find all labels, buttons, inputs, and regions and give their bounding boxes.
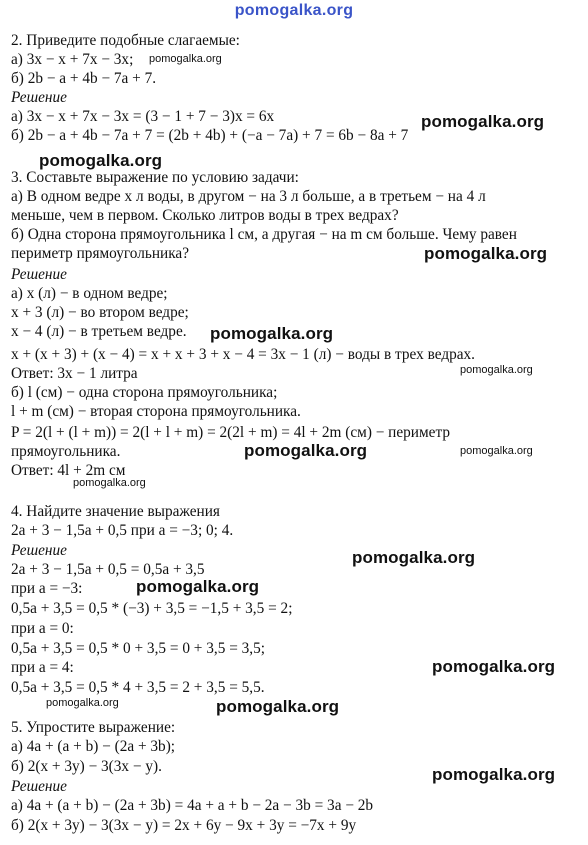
watermark-small: pomogalka.org	[460, 445, 533, 457]
watermark-large: pomogalka.org	[216, 697, 340, 716]
task5-a: а) 4a + (a + b) − (2a + 3b);	[11, 738, 176, 755]
top-watermark: pomogalka.org	[234, 2, 354, 19]
watermark-small: pomogalka.org	[46, 697, 119, 709]
task4-sol6: при a = 4:	[11, 659, 74, 676]
watermark-large: pomogalka.org	[432, 657, 556, 676]
task4-sol5: 0,5a + 3,5 = 0,5 * 0 + 3,5 = 0 + 3,5 = 3,5;	[11, 640, 266, 657]
task4-title: 4. Найдите значение выражения	[11, 503, 220, 520]
watermark-small: pomogalka.org	[73, 477, 146, 489]
task4-sol4: при a = 0:	[11, 620, 74, 637]
task2-sol-a: а) 3x − x + 7x − 3x = (3 − 1 + 7 − 3)x = 6x	[11, 108, 275, 125]
task2-solution-label: Решение	[11, 89, 67, 106]
task5-sol-b: б) 2(x + 3y) − 3(3x − y) = 2x + 6y − 9x + 3y = −7x + 9y	[11, 817, 357, 834]
task3-sol4: x + (x + 3) + (x − 4) = x + x + 3 + x − 4 = 3x − 1 (л) − воды в трех ведрах.	[11, 346, 476, 363]
watermark-small: pomogalka.org	[460, 364, 533, 376]
task4-solution-label: Решение	[11, 542, 67, 559]
task3-sol6: б) l (см) − одна сторона прямоугольника;	[11, 384, 278, 401]
task3-sol1: а) x (л) − в одном ведре;	[11, 285, 168, 302]
watermark-large: pomogalka.org	[432, 765, 556, 784]
task2-sol-b: б) 2b − a + 4b − 7a + 7 = (2b + 4b) + (−a − 7a) + 7 = 6b − 8a + 7	[11, 127, 409, 144]
watermark-large: pomogalka.org	[424, 244, 548, 263]
task4-sol7: 0,5a + 3,5 = 0,5 * 4 + 3,5 = 2 + 3,5 = 5,5.	[11, 679, 265, 696]
task4-sol1: 2a + 3 − 1,5a + 0,5 = 0,5a + 3,5	[11, 561, 205, 578]
task2-a: а) 3x − x + 7x − 3x;	[11, 51, 134, 68]
watermark-large: pomogalka.org	[244, 441, 368, 460]
task3-sol2: x + 3 (л) − во втором ведре;	[11, 304, 189, 321]
task4-expr: 2a + 3 − 1,5a + 0,5 при a = −3; 0; 4.	[11, 522, 234, 539]
task3-sol10: Ответ: 4l + 2m см	[11, 462, 126, 479]
watermark-large: pomogalka.org	[210, 324, 334, 343]
task5-title: 5. Упростите выражение:	[11, 719, 176, 736]
task2-b: б) 2b − a + 4b − 7a + 7.	[11, 70, 157, 87]
task3-sol5: Ответ: 3x − 1 литра	[11, 365, 138, 382]
watermark-small: pomogalka.org	[149, 53, 222, 65]
watermark-large: pomogalka.org	[352, 548, 476, 567]
task3-a-line1: а) В одном ведре x л воды, в другом − на 3 л больше, а в третьем − на 4 л	[11, 188, 486, 205]
watermark-large: pomogalka.org	[39, 151, 163, 170]
task3-sol8: P = 2(l + (l + m)) = 2(l + l + m) = 2(2l + m) = 4l + 2m (см) − периметр	[11, 424, 450, 441]
watermark-large: pomogalka.org	[136, 577, 260, 596]
task3-sol9: прямоугольника.	[11, 443, 121, 460]
task3-b-line1: б) Одна сторона прямоугольника l см, а другая − на m см больше. Чему равен	[11, 226, 517, 243]
task3-a-line2: меньше, чем в первом. Сколько литров воды в трех ведрах?	[11, 207, 399, 224]
task5-solution-label: Решение	[11, 778, 67, 795]
task3-sol7: l + m (см) − вторая сторона прямоугольника.	[11, 403, 301, 420]
task3-title: 3. Составьте выражение по условию задачи:	[11, 169, 299, 186]
task3-sol3: x − 4 (л) − в третьем ведре.	[11, 323, 187, 340]
task3-b-line2: периметр прямоугольника?	[11, 245, 189, 262]
task5-sol-a: а) 4a + (a + b) − (2a + 3b) = 4a + a + b − 2a − 3b = 3a − 2b	[11, 797, 374, 814]
task4-sol3: 0,5a + 3,5 = 0,5 * (−3) + 3,5 = −1,5 + 3,5 = 2;	[11, 600, 293, 617]
task2-title: 2. Приведите подобные слагаемые:	[11, 32, 240, 49]
task4-sol2: при a = −3:	[11, 580, 83, 597]
task5-b: б) 2(x + 3y) − 3(3x − y).	[11, 758, 162, 775]
watermark-large: pomogalka.org	[421, 112, 545, 131]
task3-solution-label: Решение	[11, 266, 67, 283]
